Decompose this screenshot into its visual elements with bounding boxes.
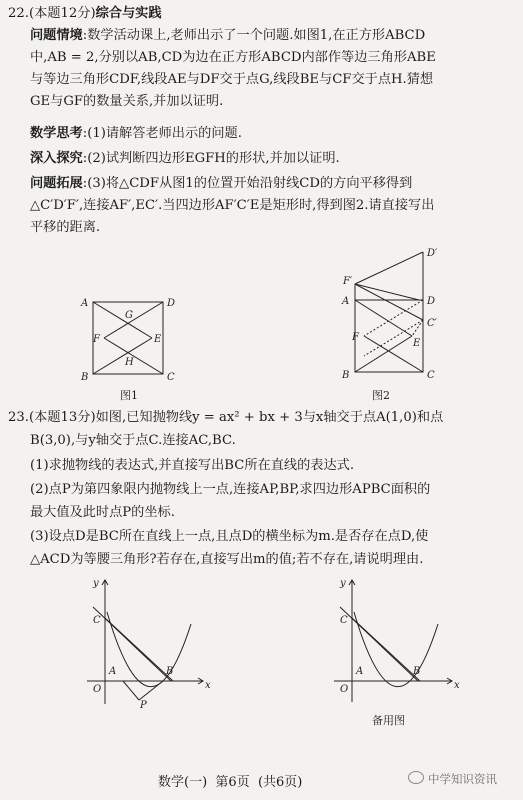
q22-situation-line-1: 问题情境:数学活动课上,老师出示了一个问题.如图1,在正方形ABCD	[30, 28, 426, 43]
q22-explore: 深入探究:(2)试判断四边形EGFH的形状,并加以证明.	[30, 151, 340, 166]
footer-total: (共6页)	[257, 775, 303, 790]
q22-extend-line-2: △C′D′F′,连接AF′,EC′.当四边形AF′C′E是矩形时,得到图2.请直接写出	[30, 198, 435, 213]
fig1-label-D: D	[167, 298, 176, 309]
fig23-label-A: A	[109, 666, 117, 677]
q22-figure-2	[335, 240, 455, 394]
fig2-label-F-prime: F′	[343, 276, 353, 287]
footer-page: 第6页	[215, 775, 250, 790]
fig1-label-B: B	[81, 372, 89, 383]
spare-figure-caption: 备用图	[372, 714, 405, 727]
q22-extend-line-3: 平移的距离.	[30, 220, 101, 235]
spare-label-x: x	[454, 680, 460, 691]
q23-part3-line-2: △ACD为等腰三角形?若存在,直接写出m的值;若不存在,请说明理由.	[30, 552, 424, 567]
q23-part2-line-2: 最大值及此时点P的坐标.	[30, 505, 175, 520]
fig1-label-F: F	[93, 334, 100, 345]
q22-situation-line-2: 中,AB = 2,分别以AB,CD为边在正方形ABCD内部作等边三角形ABE	[30, 50, 436, 65]
fig1-caption: 图1	[120, 389, 138, 402]
q22-situation-line-4: GE与GF的数量关系,并加以证明.	[30, 94, 224, 109]
fig2-label-F: F	[352, 332, 359, 343]
fig2-label-A: A	[342, 296, 350, 307]
spare-label-O: O	[340, 684, 349, 695]
spare-drawing	[312, 570, 462, 710]
fig23-label-C: C	[93, 615, 101, 626]
q22-header: 22.(本题12分)综合与实践	[8, 6, 162, 21]
q23-part1: (1)求抛物线的表达式,并直接写出BC所在直线的表达式.	[30, 458, 355, 473]
fig2-label-E: E	[413, 338, 421, 349]
fig23-label-y: y	[93, 578, 99, 589]
fig23-label-O: O	[93, 684, 102, 695]
figure-2-drawing	[335, 240, 455, 390]
spare-label-B: B	[413, 666, 421, 677]
fig23-label-P: P	[140, 700, 147, 710]
q23-line-2: B(3,0),与y轴交于点C.连接AC,BC.	[30, 433, 236, 448]
page-footer	[158, 771, 302, 790]
q23-part2-line-1: (2)点P为第四象限内抛物线上一点,连接AP,BP,求四边形APBC面积的	[30, 482, 431, 497]
figure-1-drawing	[75, 290, 195, 390]
fig2-label-C-prime: C′	[427, 318, 437, 329]
watermark	[408, 771, 497, 787]
q22-figure-1	[75, 290, 195, 394]
fig1-label-C: C	[167, 372, 175, 383]
q23-line-1: 23.(本题13分)如图,已知抛物线y = ax² + bx + 3与x轴交于点A(1,0)和点	[8, 410, 444, 425]
fig2-caption: 图2	[372, 389, 390, 402]
fig2-label-C: C	[427, 370, 435, 381]
q22-situation-line-3: 与等边三角形CDF,线段AE与DF交于点G,线段BE与CF交于点H.猜想	[30, 72, 434, 87]
fig1-label-H: H	[125, 357, 134, 368]
parabola-drawing	[83, 570, 218, 710]
wechat-icon	[408, 771, 424, 784]
q23-parabola-figure	[83, 570, 218, 714]
fig23-label-B: B	[166, 666, 174, 677]
spare-label-C: C	[340, 615, 348, 626]
q23-spare-figure	[312, 570, 462, 714]
q22-title: 综合与实践	[95, 6, 162, 21]
q22-think: 数学思考:(1)请解答老师出示的问题.	[30, 126, 242, 141]
footer-subject: 数学(一)	[158, 775, 208, 790]
fig2-label-B: B	[342, 370, 350, 381]
fig2-label-D-prime: D′	[427, 248, 438, 259]
q23-part3-line-1: (3)设点D是BC所在直线上一点,且点D的横坐标为m.是否存在点D,使	[30, 529, 429, 544]
spare-label-A: A	[356, 666, 364, 677]
watermark-text: 中学知识资讯	[428, 772, 497, 786]
fig1-label-E: E	[154, 334, 162, 345]
spare-label-y: y	[340, 578, 346, 589]
q22-extend-line-1: 问题拓展:(3)将△CDF从图1的位置开始沿射线CD的方向平移得到	[30, 176, 413, 191]
fig1-label-G: G	[125, 310, 133, 321]
fig2-label-D: D	[427, 296, 436, 307]
fig23-label-x: x	[205, 680, 211, 691]
fig1-label-A: A	[81, 298, 89, 309]
